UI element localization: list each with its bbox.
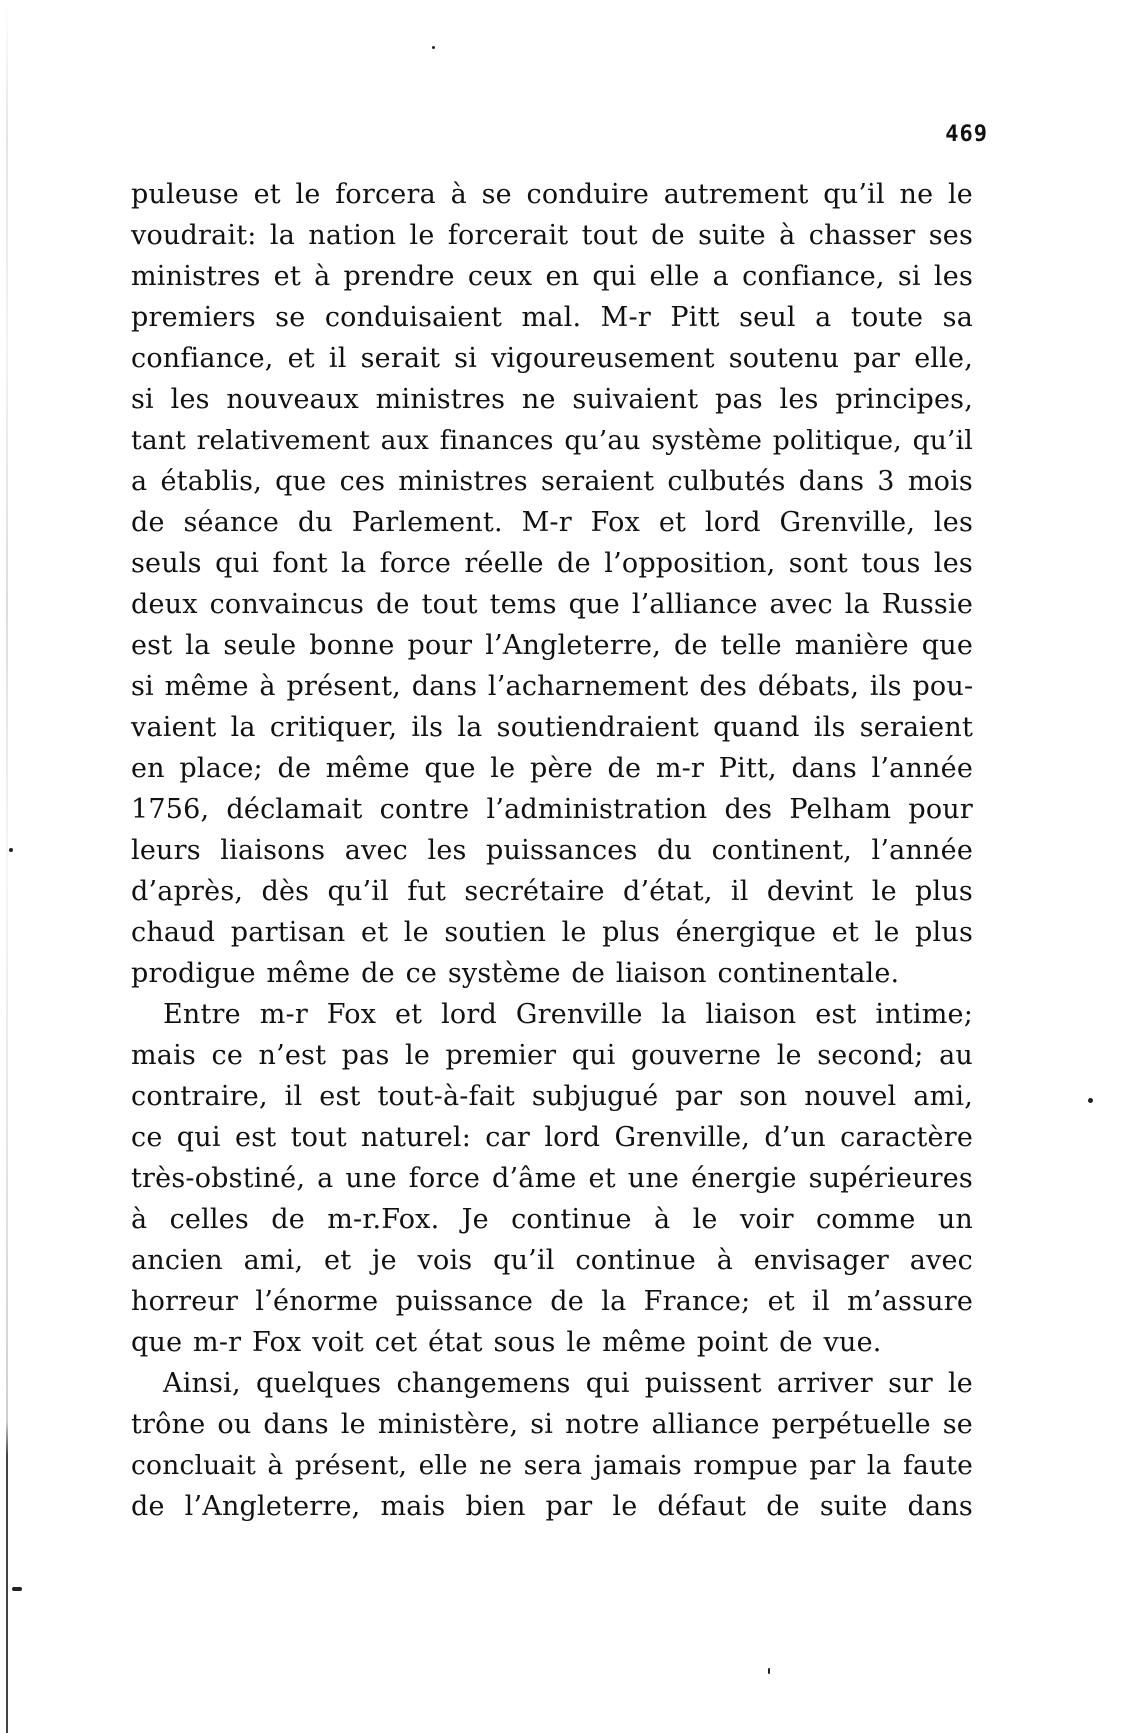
text-line: est la seule bonne pour l’Angleterre, de telle manière que: [131, 630, 973, 661]
page-number: 469: [945, 122, 988, 147]
text-line: confiance, et il serait si vigoureusement soutenu par elle,: [131, 343, 973, 374]
scan-speck: [9, 848, 13, 852]
text-line: 1756, déclamait contre l’administration des Pelham pour: [131, 794, 973, 825]
text-line: horreur l’énorme puissance de la France; et il m’assure: [131, 1286, 973, 1317]
text-line: si les nouveaux ministres ne suivaient pas les principes,: [131, 384, 973, 415]
text-line: vaient la critiquer, ils la soutiendraient quand ils seraient: [131, 712, 973, 743]
text-line: premiers se conduisaient mal. M-r Pitt seul a toute sa: [131, 302, 973, 333]
text-line: très-obstiné, a une force d’âme et une énergie supérieures: [131, 1163, 973, 1194]
text-line: d’après, dès qu’il fut secrétaire d’état, il devint le plus: [131, 876, 973, 907]
scan-edge: [6, 0, 8, 1733]
text-line: ministres et à prendre ceux en qui elle a confiance, si les: [131, 261, 973, 292]
text-line: à celles de m-r.Fox. Je continue à le voir comme un: [131, 1204, 973, 1235]
text-line: tant relativement aux finances qu’au système politique, qu’il: [131, 425, 973, 456]
text-line: prodigue même de ce système de liaison continentale.: [131, 958, 900, 989]
text-line: concluait à présent, elle ne sera jamais rompue par la faute: [131, 1450, 973, 1481]
scan-speck: [432, 46, 435, 49]
text-line: voudrait: la nation le forcerait tout de suite à chasser ses: [131, 220, 973, 251]
text-line: seuls qui font la force réelle de l’opposition, sont tous les: [131, 548, 973, 579]
text-line: mais ce n’est pas le premier qui gouverne le second; au: [131, 1040, 973, 1071]
text-line: contraire, il est tout-à-fait subjugué par son nouvel ami,: [131, 1081, 973, 1112]
text-line: de séance du Parlement. M-r Fox et lord Grenville, les: [131, 507, 973, 538]
text-line: deux convaincus de tout tems que l’alliance avec la Russie: [131, 589, 973, 620]
scan-speck: [768, 1668, 770, 1674]
text-line: Entre m-r Fox et lord Grenville la liaison est intime;: [163, 999, 973, 1030]
text-line: trône ou dans le ministère, si notre alliance perpétuelle se: [131, 1409, 973, 1440]
text-line: ancien ami, et je vois qu’il continue à envisager avec: [131, 1245, 973, 1276]
text-line: que m-r Fox voit cet état sous le même point de vue.: [131, 1327, 882, 1358]
text-line: puleuse et le forcera à se conduire autrement qu’il ne le: [131, 179, 973, 210]
text-line: a établis, que ces ministres seraient culbutés dans 3 mois: [131, 466, 973, 497]
body-text: [131, 174, 973, 1527]
text-line: leurs liaisons avec les puissances du continent, l’année: [131, 835, 973, 866]
text-line: chaud partisan et le soutien le plus énergique et le plus: [131, 917, 973, 948]
scan-speck: [12, 1587, 22, 1591]
text-line: en place; de même que le père de m-r Pitt, dans l’année: [131, 753, 973, 784]
text-line: si même à présent, dans l’acharnement des débats, ils pou-: [131, 671, 974, 702]
scan-speck: [1088, 1098, 1093, 1103]
text-line: de l’Angleterre, mais bien par le défaut de suite dans: [131, 1491, 973, 1522]
text-line: ce qui est tout naturel: car lord Grenville, d’un caractère: [131, 1122, 973, 1153]
text-line: Ainsi, quelques changemens qui puissent arriver sur le: [163, 1368, 973, 1399]
